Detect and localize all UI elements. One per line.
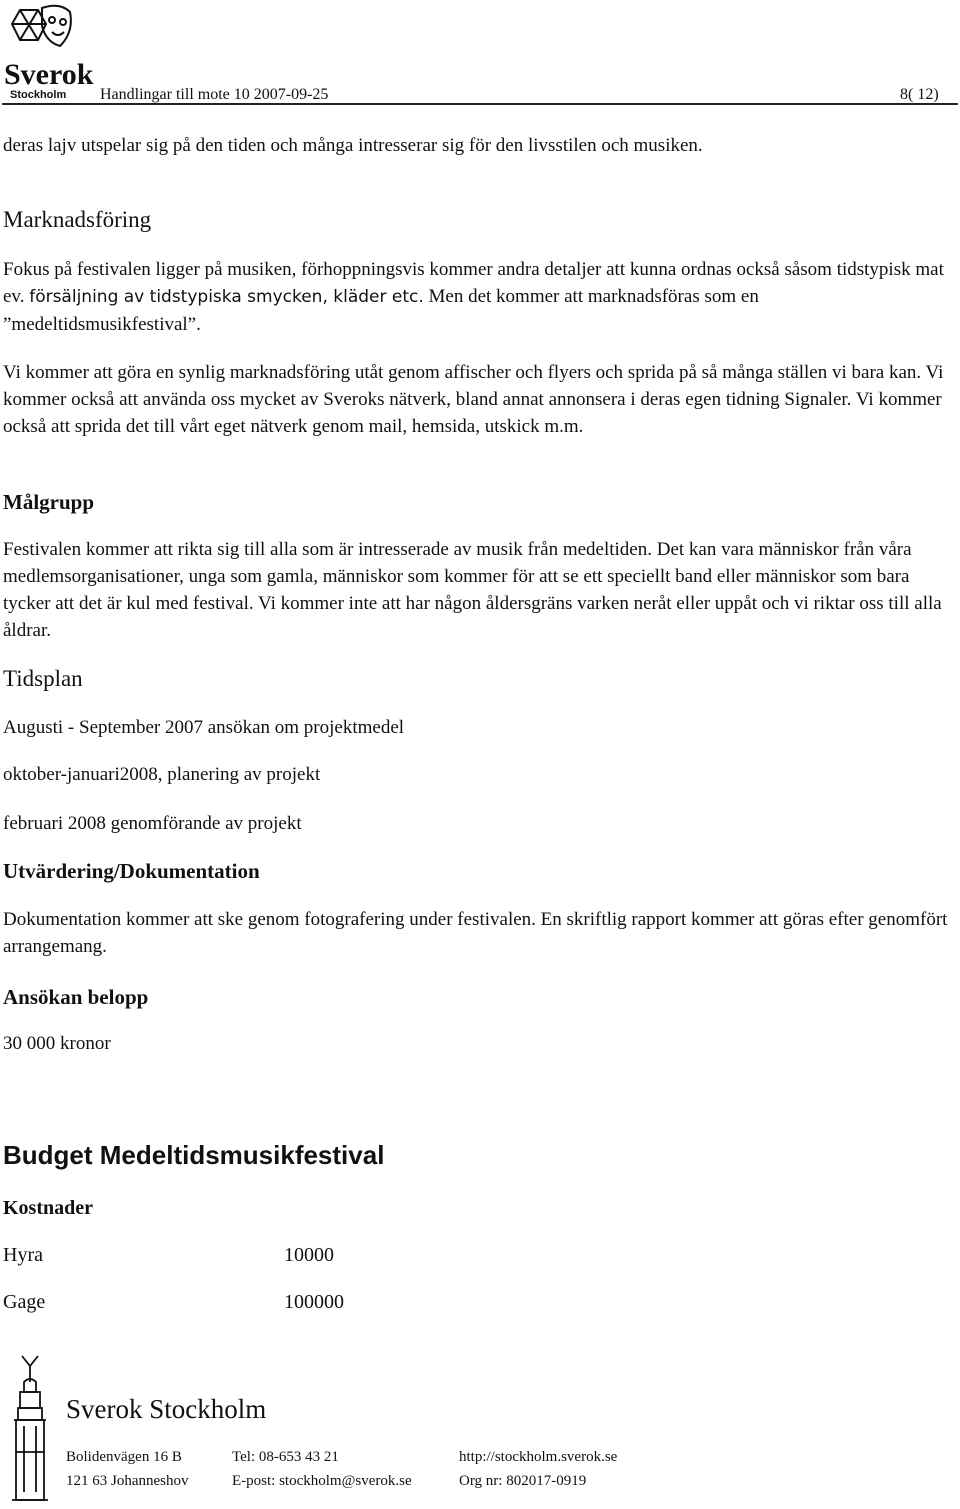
marknad-paragraph-1 <box>3 256 958 338</box>
footer-address-2: 121 63 Johanneshov <box>66 1473 189 1489</box>
budget-title: Budget Medeltidsmusikfestival <box>3 1140 385 1170</box>
svg-text:Stockholm: Stockholm <box>10 89 67 100</box>
footer-org-name: Sverok Stockholm <box>66 1394 267 1424</box>
marknad-p1-end: Men det kommer att marknadsföras som en ”medeltidsmusikfestival”. <box>3 286 759 335</box>
budget-section-kostnader: Kostnader <box>3 1197 93 1219</box>
page-number: 8( 12) <box>900 86 939 103</box>
ansokan-amount: 30 000 kronor <box>3 1033 111 1054</box>
footer-address-1: Bolidenvägen 16 B <box>66 1449 182 1465</box>
budget-row-label: Hyra <box>3 1244 43 1266</box>
sverok-logo <box>2 2 94 100</box>
tidsplan-item-1: Augusti - September 2007 ansökan om projektmedel <box>3 717 405 738</box>
intro-text: deras lajv utspelar sig på den tiden och många intresserar sig för den livsstilen och musiken. <box>3 135 703 156</box>
heading-tidsplan: Tidsplan <box>3 666 83 691</box>
footer-website-link[interactable]: http://stockholm.sverok.se <box>459 1449 618 1465</box>
heading-utvardering: Utvärdering/Dokumentation <box>3 859 260 883</box>
tidsplan-item-3: februari 2008 genomförande av projekt <box>3 813 302 834</box>
marknad-p1-start: Fokus på festivalen ligger på musiken, förhoppningsvis kommer andra detaljer att kunna ordnas också såsom tidstypisk mat ev. <box>3 259 944 307</box>
budget-row-label: Gage <box>3 1291 46 1313</box>
heading-ansokan: Ansökan belopp <box>3 985 149 1009</box>
theatre-masks-icon <box>2 2 94 100</box>
marknad-p1-middle: försäljning av tidstypiska smycken, kläder etc. <box>29 287 424 307</box>
tidsplan-item-2: oktober-januari2008, planering av projekt <box>3 764 321 785</box>
header-title: Handlingar till mote 10 2007-09-25 <box>100 86 329 103</box>
malgrupp-paragraph: Festivalen kommer att rikta sig till alla som är intresserade av musik från medeltiden. Det kan vara människor från våra medlemsorganisationer, unga som gamla, människor som kommer för att se ett speciellt band eller människor som bara tycker att det är kul med festival. Vi kommer inte att har någon åldersgräns varken neråt eller uppåt och vi riktar oss till alla åldrar. <box>3 539 942 641</box>
footer-phone: Tel: 08-653 43 21 <box>232 1449 339 1465</box>
footer-org-number: Org nr: 802017-0919 <box>459 1473 587 1489</box>
header-rule <box>2 103 958 105</box>
heading-marknadsforing: Marknadsföring <box>3 207 152 232</box>
heading-malgrupp: Målgrupp <box>3 490 95 514</box>
marknad-paragraph-2: Vi kommer att göra en synlig marknadsföring utåt genom affischer och flyers och sprida på så många ställen vi bara kan. Vi kommer också att använda oss mycket av Sveroks nätverk, bland annat annonsera i deras egen tidning Signaler. Vi kommer också att sprida det till vårt eget nätverk genom mail, hemsida, utskick m.m. <box>3 362 944 437</box>
budget-row-value: 100000 <box>284 1291 344 1313</box>
utvardering-paragraph: Dokumentation kommer att ske genom fotografering under festivalen. En skriftlig rapport kommer att göras efter genomfört arrangemang. <box>3 909 948 957</box>
footer-email[interactable]: E-post: stockholm@sverok.se <box>232 1473 412 1489</box>
city-hall-tower-icon <box>10 1352 50 1504</box>
budget-row-value: 10000 <box>284 1244 334 1266</box>
svg-text:Sverok: Sverok <box>4 58 94 91</box>
